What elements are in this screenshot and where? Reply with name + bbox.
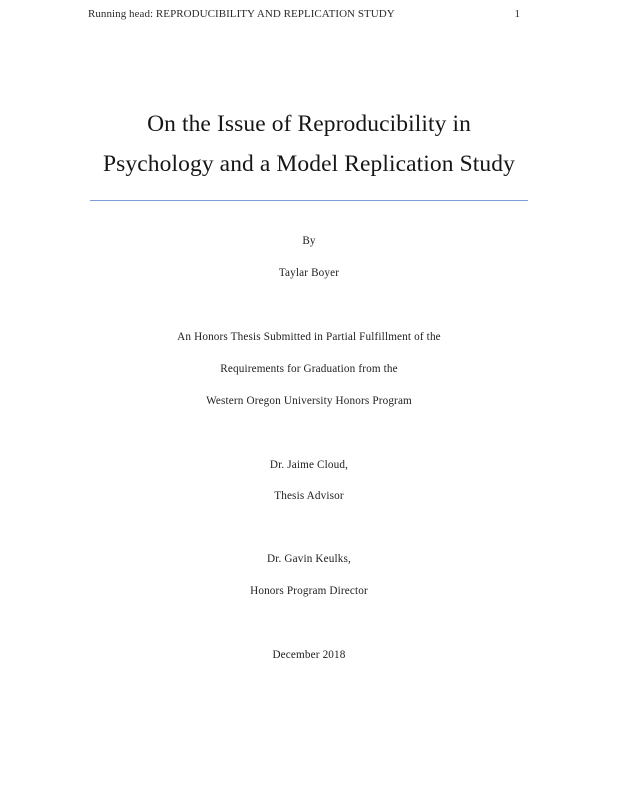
submission-statement-line-1: An Honors Thesis Submitted in Partial Fulfillment of the — [177, 331, 441, 343]
title-divider-rule — [90, 200, 528, 201]
page-title — [70, 104, 548, 184]
page-title-line-2: Psychology and a Model Replication Study — [103, 151, 515, 177]
publication-date: December 2018 — [272, 649, 346, 661]
director-name: Dr. Gavin Keulks, — [267, 553, 351, 565]
page-title-line-1: On the Issue of Reproducibility in — [147, 111, 471, 137]
author-name: Taylar Boyer — [278, 267, 340, 279]
advisor-name: Dr. Jaime Cloud, — [269, 459, 349, 471]
director-role: Honors Program Director — [250, 585, 368, 597]
submission-statement-line-2: Requirements for Graduation from the — [220, 363, 398, 375]
page-number: 1 — [514, 8, 520, 20]
running-head-text: Running head: REPRODUCIBILITY AND REPLICATION STUDY — [88, 8, 395, 20]
byline-label: By — [302, 235, 316, 247]
running-head — [88, 7, 530, 23]
advisor-role: Thesis Advisor — [274, 490, 344, 502]
submission-statement-line-3: Western Oregon University Honors Program — [206, 395, 412, 407]
